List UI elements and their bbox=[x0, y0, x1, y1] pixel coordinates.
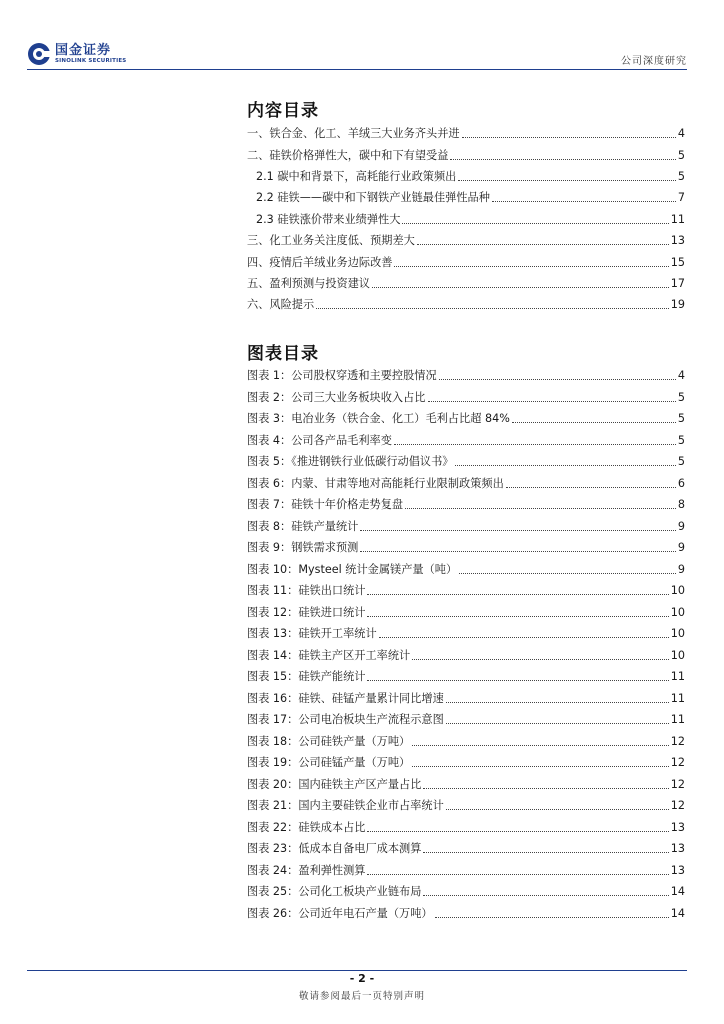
figure-entry[interactable]: 图表 9：钢铁需求预测 9 bbox=[247, 541, 685, 554]
figure-entry[interactable]: 图表 3：电冶业务（铁合金、化工）毛利占比超 84% 5 bbox=[247, 412, 685, 425]
figure-entry[interactable]: 图表 7：硅铁十年价格走势复盘 8 bbox=[247, 498, 685, 511]
figure-entry[interactable]: 图表 11：硅铁出口统计 10 bbox=[247, 584, 685, 597]
footer-disclaimer: 敬请参阅最后一页特别声明 bbox=[298, 991, 425, 1002]
sinolink-logo-icon bbox=[27, 42, 51, 66]
brand-logo bbox=[27, 42, 126, 66]
footer-divider bbox=[27, 970, 687, 971]
figure-entry[interactable]: 图表 19：公司硅锰产量（万吨） 12 bbox=[247, 756, 685, 769]
figure-entry[interactable]: 图表 4：公司各产品毛利率变 5 bbox=[247, 434, 685, 447]
figure-entry[interactable]: 图表 23：低成本自备电厂成本测算 13 bbox=[247, 842, 685, 855]
figure-entry[interactable]: 图表 6：内蒙、甘肃等地对高能耗行业限制政策频出 6 bbox=[247, 477, 685, 490]
toc-entry[interactable]: 2.2 硅铁——碳中和下钢铁产业链最佳弹性品种 7 bbox=[256, 191, 685, 204]
contents-title: 内容目录 bbox=[247, 101, 319, 121]
figure-entry[interactable]: 图表 17：公司电冶板块生产流程示意图 11 bbox=[247, 713, 685, 726]
toc-entry[interactable]: 2.1 碳中和背景下，高耗能行业政策频出 5 bbox=[256, 170, 685, 183]
figure-entry[interactable]: 图表 20：国内硅铁主产区产量占比 12 bbox=[247, 778, 685, 791]
figure-entry[interactable]: 图表 18：公司硅铁产量（万吨） 12 bbox=[247, 735, 685, 748]
header-divider bbox=[27, 69, 687, 70]
figure-entry[interactable]: 图表 12：硅铁进口统计 10 bbox=[247, 606, 685, 619]
brand-name-cn: 国金证券 bbox=[55, 42, 112, 58]
figure-entry[interactable]: 图表 1：公司股权穿透和主要控股情况 4 bbox=[247, 369, 685, 382]
toc-entry[interactable]: 四、疫情后羊绒业务边际改善 15 bbox=[247, 256, 685, 269]
brand-name-en: SINOLINK SECURITIES bbox=[55, 57, 127, 64]
figure-entry[interactable]: 图表 10：Mysteel 统计金属镁产量（吨） 9 bbox=[247, 563, 685, 576]
figure-entry[interactable]: 图表 25：公司化工板块产业链布局 14 bbox=[247, 885, 685, 898]
figure-entry[interactable]: 图表 8：硅铁产量统计 9 bbox=[247, 520, 685, 533]
figure-entry[interactable]: 图表 21：国内主要硅铁企业市占率统计 12 bbox=[247, 799, 685, 812]
toc-entry[interactable]: 2.3 硅铁涨价带来业绩弹性大 11 bbox=[256, 213, 685, 226]
toc-entry[interactable]: 六、风险提示 19 bbox=[247, 298, 685, 311]
figure-entry[interactable]: 图表 5：《推进钢铁行业低碳行动倡议书》 5 bbox=[247, 455, 685, 468]
figure-entry[interactable]: 图表 16：硅铁、硅锰产量累计同比增速 11 bbox=[247, 692, 685, 705]
figure-entry[interactable]: 图表 13：硅铁开工率统计 10 bbox=[247, 627, 685, 640]
figure-entry[interactable]: 图表 14：硅铁主产区开工率统计 10 bbox=[247, 649, 685, 662]
page-number: - 2 - bbox=[349, 972, 375, 985]
toc-entry[interactable]: 三、化工业务关注度低、预期差大 13 bbox=[247, 234, 685, 247]
figure-entry[interactable]: 图表 24：盈利弹性测算 13 bbox=[247, 864, 685, 877]
toc-entry[interactable]: 一、铁合金、化工、羊绒三大业务齐头并进 4 bbox=[247, 127, 685, 140]
figure-entry[interactable]: 图表 26：公司近年电石产量（万吨） 14 bbox=[247, 907, 685, 920]
page-header bbox=[0, 0, 724, 72]
toc-entry[interactable]: 五、盈利预测与投资建议 17 bbox=[247, 277, 685, 290]
figure-entry[interactable]: 图表 2：公司三大业务板块收入占比 5 bbox=[247, 391, 685, 404]
report-type: 公司深度研究 bbox=[621, 56, 687, 67]
figures-title: 图表目录 bbox=[247, 344, 319, 364]
figure-entry[interactable]: 图表 22：硅铁成本占比 13 bbox=[247, 821, 685, 834]
figure-entry[interactable]: 图表 15：硅铁产能统计 11 bbox=[247, 670, 685, 683]
toc-entry[interactable]: 二、硅铁价格弹性大，碳中和下有望受益 5 bbox=[247, 149, 685, 162]
